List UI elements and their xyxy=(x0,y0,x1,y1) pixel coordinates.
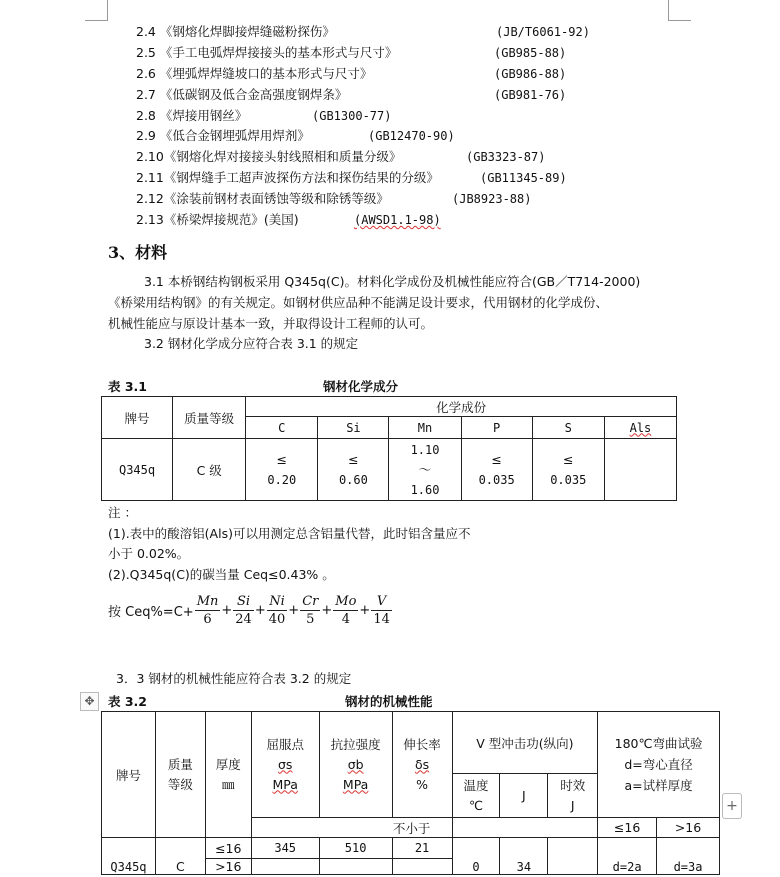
header-j: J xyxy=(500,774,548,818)
list-item: 2.10《钢熔化焊对接接头射线照相和质量分级》 (GB3323-87) xyxy=(136,149,546,164)
cell-als xyxy=(604,439,676,501)
list-item: 2.6 《埋弧焊焊缝坡口的基本形式与尺寸》 (GB986-88) xyxy=(136,66,567,81)
header-yield: 屈服点 σs MPa xyxy=(251,712,319,818)
list-item: 2.12《涂装前钢材表面锈蚀等级和除锈等级》 (JB8923-88) xyxy=(136,191,532,206)
header-element: Si xyxy=(318,417,389,439)
cell-si: ≤ 0.60 xyxy=(318,439,389,501)
formula-term: $\frac{Mo}{4}$ xyxy=(335,594,357,627)
cell-temperature: 0 xyxy=(452,838,500,875)
header-temperature: 温度 ℃ xyxy=(452,774,500,818)
cell-bend-a: d=2a xyxy=(598,838,657,875)
cell-p: ≤ 0.035 xyxy=(461,439,532,501)
list-item: 2.8 《焊接用钢丝》 (GB1300-77) xyxy=(136,108,392,123)
cell-aging xyxy=(548,838,598,875)
table-3-1-title: 钢材化学成分 xyxy=(323,379,399,394)
formula-term: $\frac{Mn}{6}$ xyxy=(196,594,219,627)
cell-thickness: ≤16 xyxy=(205,838,251,859)
header-bend-test: 180℃弯曲试验 d=弯心直径 a=试样厚度 xyxy=(598,712,720,818)
header-grade: 牌号 xyxy=(102,712,156,838)
header-quality: 质量 等级 xyxy=(155,712,205,838)
mechanical-properties-table xyxy=(101,711,720,875)
header-element: P xyxy=(461,417,532,439)
note-label: 注 ： xyxy=(108,505,137,520)
table-move-handle-icon[interactable]: ✥ xyxy=(80,692,99,711)
list-item: 2.11《钢焊缝手工超声波探伤方法和探伤结果的分级》 (GB11345-89) xyxy=(136,170,567,185)
table-3-2-label: 表 3.2 xyxy=(108,694,147,709)
cell-quality: C 级 xyxy=(173,439,246,501)
header-element: S xyxy=(532,417,604,439)
cell-quality: C xyxy=(155,838,205,875)
header-tensile: 抗拉强度 σb MPa xyxy=(319,712,392,818)
header-not-less-than: 不小于 xyxy=(251,818,452,838)
paragraph-3-3: 3．3 钢材的机械性能应符合表 3.2 的规定 xyxy=(116,671,352,686)
cell-s: ≤ 0.035 xyxy=(532,439,604,501)
carbon-equivalent-formula: 按 Ceq%=C+ $\frac{Mn}{6}$ + $\frac{Si}{24}$ + $\frac{Ni}{40}$ + $\frac{Cr}{5}$ + $\frac{Mo}{4}$ + $\frac{V}{14}$ xyxy=(108,594,390,627)
cell-j: 34 xyxy=(500,838,548,875)
header-quality: 质量等级 xyxy=(173,397,246,439)
section-heading: 3、材料 xyxy=(108,243,168,262)
cell-elongation xyxy=(392,859,452,875)
paragraph-3-2: 3.2 钢材化学成分应符合表 3.1 的规定 xyxy=(144,336,359,351)
note-1-line-1: (1).表中的酸溶铝(Als)可以用测定总含铝量代替，此时铝含量应不 xyxy=(108,526,471,541)
header-bend-le16: ≤16 xyxy=(598,818,657,838)
page-corner-mark-right xyxy=(668,0,691,21)
cell-tensile xyxy=(319,859,392,875)
header-grade: 牌号 xyxy=(102,397,173,439)
cell-bend-b: d=3a xyxy=(657,838,720,875)
header-elongation: 伸长率 δs % xyxy=(392,712,452,818)
paragraph-3-1-line-2: 《桥梁用结构钢》的有关规定。如钢材供应品种不能满足设计要求，代用钢材的化学成份、 xyxy=(108,295,609,310)
formula-lead: 按 Ceq%=C+ xyxy=(108,605,194,620)
header-aging: 时效 J xyxy=(548,774,598,818)
add-column-button[interactable]: + xyxy=(722,793,742,819)
formula-term: $\frac{V}{14}$ xyxy=(373,594,390,627)
cell-mn: 1.10 ～ 1.60 xyxy=(389,439,461,501)
header-element: C xyxy=(246,417,318,439)
list-item: 2.13《桥梁焊接规范》(美国) (AWSD1.1-98) xyxy=(136,212,441,227)
list-item: 2.5 《手工电弧焊焊接接头的基本形式与尺寸》 (GB985-88) xyxy=(136,45,567,60)
note-2: (2).Q345q(C)的碳当量 Ceq≤0.43% 。 xyxy=(108,567,335,582)
page-corner-mark-left xyxy=(85,0,108,21)
paragraph-3-1-line-1: 3.1 本桥钢结构钢板采用 Q345q(C)。材料化学成份及机械性能应符合(GB／T714-2000) xyxy=(144,274,641,289)
cell-tensile: 510 xyxy=(319,838,392,859)
header-impact: V 型冲击功(纵向) xyxy=(452,712,598,774)
cell-yield xyxy=(251,859,319,875)
chemical-composition-table xyxy=(101,396,677,501)
cell-grade: Q345q xyxy=(102,439,173,501)
cell-thickness: >16 xyxy=(205,859,251,875)
header-bend-gt16: >16 xyxy=(657,818,720,838)
header-blank xyxy=(452,818,598,838)
formula-term: $\frac{Si}{24}$ xyxy=(235,594,252,627)
header-chemical: 化学成份 xyxy=(246,397,677,417)
paragraph-3-1-line-3: 机械性能应与原设计基本一致，并取得设计工程师的认可。 xyxy=(108,316,434,331)
list-item: 2.7 《低碳钢及低合金高强度钢焊条》 (GB981-76) xyxy=(136,87,567,102)
cell-elongation: 21 xyxy=(392,838,452,859)
header-element: Als xyxy=(604,417,676,439)
table-3-1-label: 表 3.1 xyxy=(108,379,147,394)
header-element: Mn xyxy=(389,417,461,439)
cell-yield: 345 xyxy=(251,838,319,859)
table-3-2-title: 钢材的机械性能 xyxy=(345,694,433,709)
note-1-line-2: 小于 0.02%。 xyxy=(108,546,190,561)
list-item: 2.9 《低合金钢埋弧焊用焊剂》 (GB12470-90) xyxy=(136,128,455,143)
list-item: 2.4 《钢熔化焊脚接焊缝磁粉探伤》 (JB/T6061-92) xyxy=(136,24,590,39)
formula-term: $\frac{Ni}{40}$ xyxy=(268,594,286,627)
header-thickness: 厚度 ㎜ xyxy=(205,712,251,838)
cell-grade: Q345q xyxy=(102,838,156,875)
cell-c: ≤ 0.20 xyxy=(246,439,318,501)
formula-term: $\frac{Cr}{5}$ xyxy=(302,594,319,627)
